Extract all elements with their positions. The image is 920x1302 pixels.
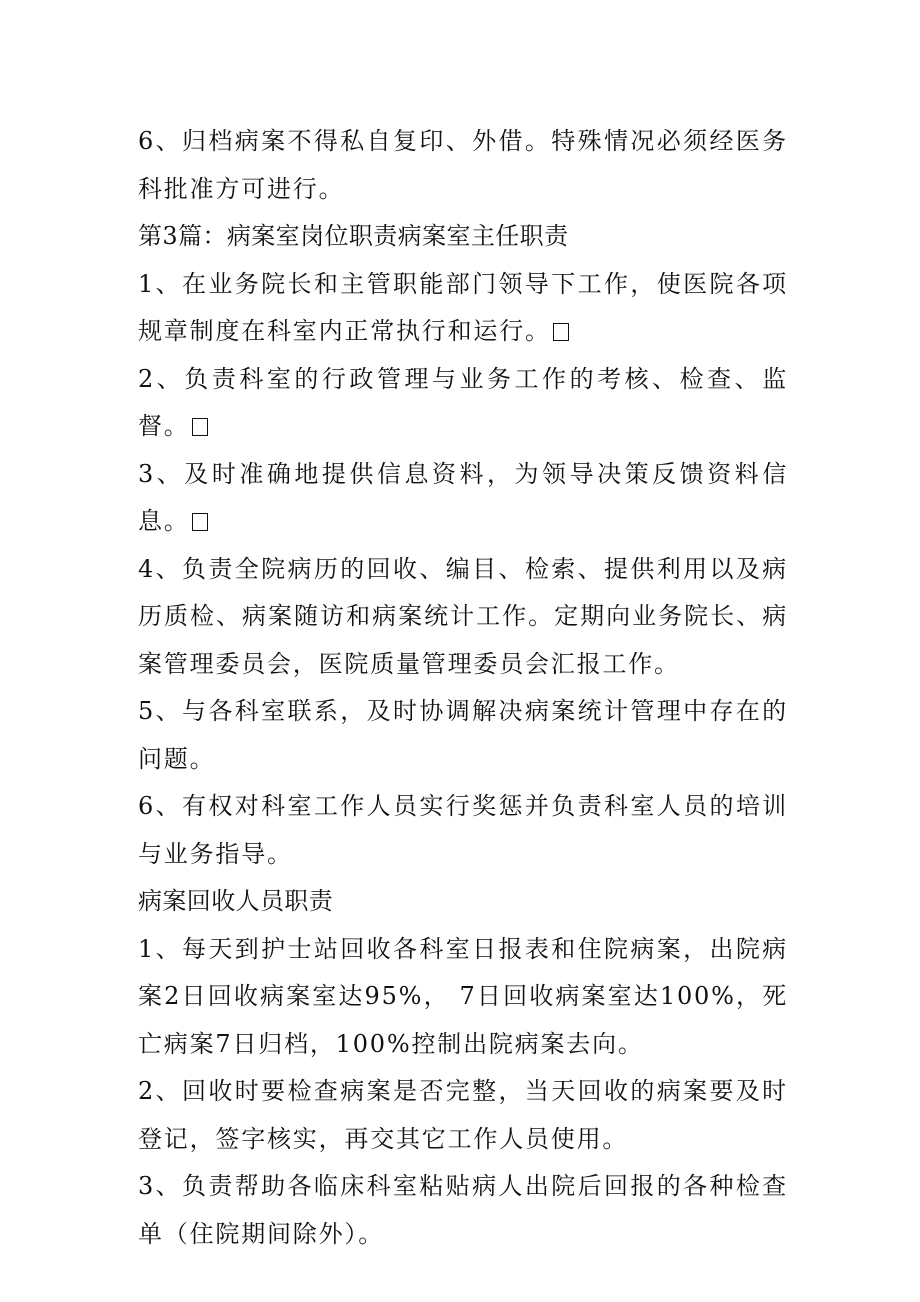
paragraph-text: 3、负责帮助各临床科室粘贴病人出院后回报的各种检查单（住院期间除外）。 xyxy=(138,1172,788,1248)
paragraph-director-item-4 xyxy=(138,546,788,689)
paragraph-director-item-6 xyxy=(138,783,788,878)
paragraph-text: 1、每天到护士站回收各科室日报表和住院病案，出院病案2日回收病案室达95%， 7日回收病案室达100%，死亡病案7日归档，100%控制出院病案去向。 xyxy=(138,934,788,1058)
paragraph-text: 5、与各科室联系，及时协调解决病案统计管理中存在的问题。 xyxy=(138,697,788,773)
paragraph-text: 2、回收时要检查病案是否完整，当天回收的病案要及时登记，签字核实，再交其它工作人员使用。 xyxy=(138,1077,788,1153)
paragraph-director-item-1 xyxy=(138,261,788,356)
paragraph-text: 1、在业务院长和主管职能部门领导下工作，使医院各项规章制度在科室内正常执行和运行。 xyxy=(138,269,788,345)
empty-box-icon xyxy=(553,323,569,341)
paragraph-recovery-item-1 xyxy=(138,926,788,1069)
heading-text: 第3篇：病案室岗位职责病案室主任职责 xyxy=(138,222,569,250)
paragraph-text: 6、有权对科室工作人员实行奖惩并负责科室人员的培训与业务指导。 xyxy=(138,792,788,868)
empty-box-icon xyxy=(192,418,208,436)
heading-text: 病案回收人员职责 xyxy=(138,887,334,915)
paragraph-text: 4、负责全院病历的回收、编目、检索、提供利用以及病历质检、病案随访和病案统计工作。定期向业务院长、病案管理委员会，医院质量管理委员会汇报工作。 xyxy=(138,554,788,678)
paragraph-director-item-3 xyxy=(138,451,788,546)
paragraph-text: 6、归档病案不得私自复印、外借。特殊情况必须经医务科批准方可进行。 xyxy=(138,127,788,203)
paragraph-text: 3、及时准确地提供信息资料，为领导决策反馈资料信息。 xyxy=(138,459,788,535)
section-heading-chapter-3 xyxy=(138,213,788,261)
paragraph-director-item-2 xyxy=(138,356,788,451)
empty-box-icon xyxy=(192,513,208,531)
paragraph-archive-item-6 xyxy=(138,118,788,213)
paragraph-text: 2、负责科室的行政管理与业务工作的考核、检查、监督。 xyxy=(138,364,788,440)
document-body xyxy=(138,118,788,1258)
paragraph-director-item-5 xyxy=(138,688,788,783)
paragraph-recovery-item-2 xyxy=(138,1068,788,1163)
section-heading-recovery-staff xyxy=(138,878,788,926)
paragraph-recovery-item-3 xyxy=(138,1163,788,1258)
